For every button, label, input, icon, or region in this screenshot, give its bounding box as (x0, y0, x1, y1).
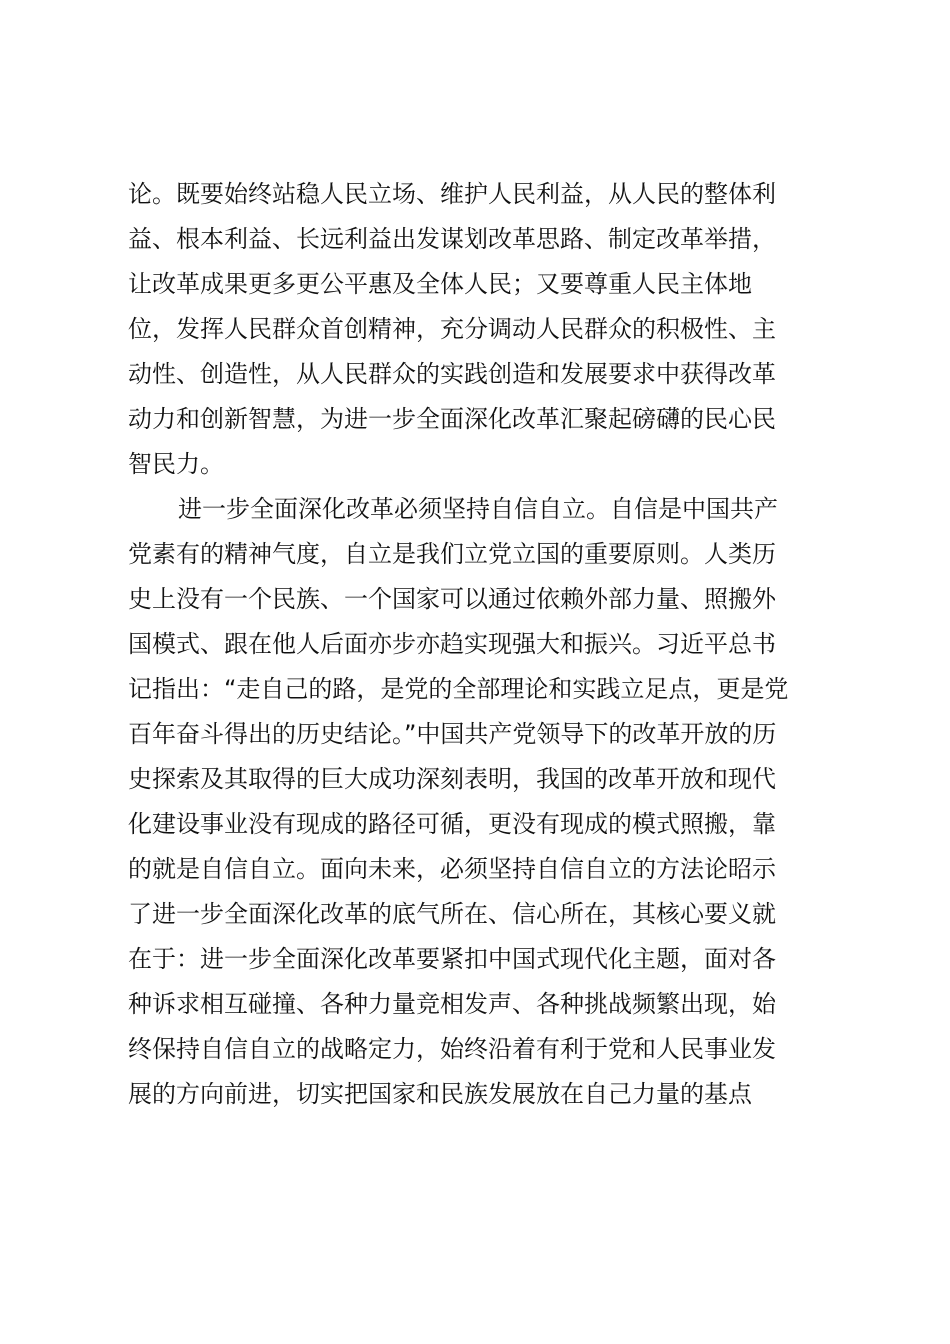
text-line-first: 进一步全面深化改革必须坚持自信自立。自信是中国共产 (178, 495, 778, 523)
paragraph-2 (128, 487, 848, 1117)
text-line: 党素有的精神气度，自立是我们立党立国的重要原则。人类历 (128, 540, 776, 568)
text-line: 终保持自信自立的战略定力，始终沿着有利于党和人民事业发 (128, 1035, 776, 1063)
text-line: 展的方向前进，切实把国家和民族发展放在自己力量的基点 (128, 1080, 752, 1108)
text-line: 记指出：“走自己的路，是党的全部理论和实践立足点，更是党 (128, 675, 789, 703)
text-line: 化建设事业没有现成的路径可循，更没有现成的模式照搬，靠 (128, 810, 776, 838)
body-text (128, 172, 848, 1117)
text-line: 让改革成果更多更公平惠及全体人民；又要尊重人民主体地 (128, 270, 752, 298)
text-line: 动性、创造性，从人民群众的实践创造和发展要求中获得改革 (128, 360, 776, 388)
text-line: 在于：进一步全面深化改革要紧扣中国式现代化主题，面对各 (128, 945, 776, 973)
text-line: 史上没有一个民族、一个国家可以通过依赖外部力量、照搬外 (128, 585, 776, 613)
text-line: 史探索及其取得的巨大成功深刻表明，我国的改革开放和现代 (128, 765, 776, 793)
text-line: 位，发挥人民群众首创精神，充分调动人民群众的积极性、主 (128, 315, 776, 343)
text-line: 种诉求相互碰撞、各种力量竞相发声、各种挑战频繁出现，始 (128, 990, 776, 1018)
text-line: 国模式、跟在他人后面亦步亦趋实现强大和振兴。习近平总书 (128, 630, 776, 658)
text-line: 益、根本利益、长远利益出发谋划改革思路、制定改革举措， (128, 225, 776, 253)
text-line: 了进一步全面深化改革的底气所在、信心所在，其核心要义就 (128, 900, 776, 928)
text-line: 的就是自信自立。面向未来，必须坚持自信自立的方法论昭示 (128, 855, 776, 883)
text-line: 论。既要始终站稳人民立场、维护人民利益，从人民的整体利 (128, 180, 776, 208)
text-line: 智民力。 (128, 450, 224, 478)
text-line: 动力和创新智慧，为进一步全面深化改革汇聚起磅礴的民心民 (128, 405, 776, 433)
text-line: 百年奋斗得出的历史结论。”中国共产党领导下的改革开放的历 (128, 720, 777, 748)
paragraph-1 (128, 172, 848, 487)
